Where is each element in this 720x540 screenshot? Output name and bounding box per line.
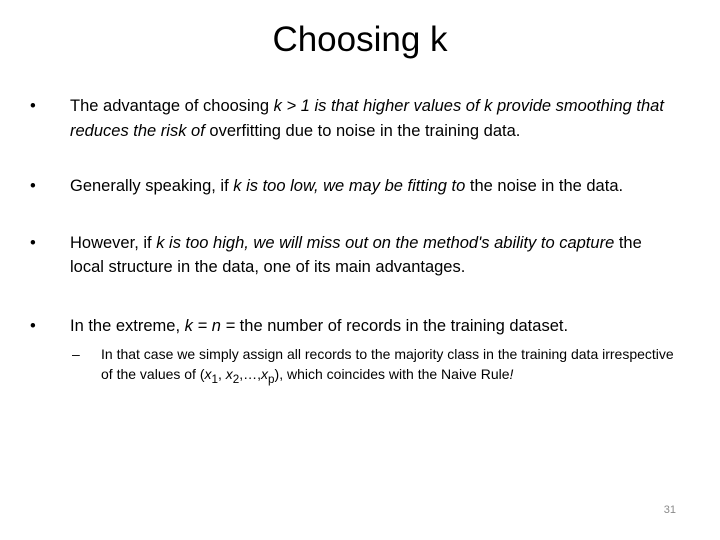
bullet-italic-text: k is too low, we may be fitting to [233,177,466,195]
bullet-text: Generally speaking, if [70,177,234,195]
subscript: 2 [232,372,240,386]
bullet-advantage [28,94,678,143]
bullet-text: the number of records in the training dataset. [235,316,569,335]
bullet-dot-icon: • [30,233,36,252]
sub-bullet-text: , [218,366,226,382]
subscript: p [268,372,275,386]
dash-icon: – [72,346,80,362]
bullet-italic-text: k is too high, we will miss out on the method's ability to capture [156,233,615,252]
bullet-text: overfitting due to noise in the training data. [204,121,521,140]
sub-bullet-text: ), which coincides with the Naive Rule [274,366,510,382]
page-number: 31 [663,504,676,516]
bullet-dot-icon: • [30,177,36,195]
bullet-text: the noise in the data. [465,177,624,195]
slide-title: Choosing k [272,20,448,59]
bullet-text: In the extreme, [70,316,185,335]
variable-x: x [225,366,233,382]
bullet-text: the local structure in the data, one of its main advantages. [70,233,642,276]
bullet-text: However, if [70,233,157,252]
bullet-dot-icon: • [30,97,36,115]
bullet-too-low [28,174,678,199]
sub-bullet-italic-text: ! [509,366,514,382]
bullet-dot-icon: • [30,316,36,335]
bullet-too-high [28,231,678,280]
bullet-extreme [28,314,678,339]
bullet-italic-text: k > 1 is that higher values of k provide smoothing that reduces the risk of [70,97,664,140]
bullet-italic-text: k = n = [184,316,236,335]
variable-x: x [261,366,269,382]
variable-x: x [204,366,212,382]
sub-bullet-majority-class [28,344,678,390]
bullet-list [28,94,678,390]
sub-bullet-text: ,…, [239,366,262,382]
sub-bullet-text: In that case we simply assign all records to the majority class in the training data irrespective of the values of ( [101,346,674,382]
subscript: 1 [211,372,218,386]
bullet-text: The advantage of choosing [70,97,274,115]
